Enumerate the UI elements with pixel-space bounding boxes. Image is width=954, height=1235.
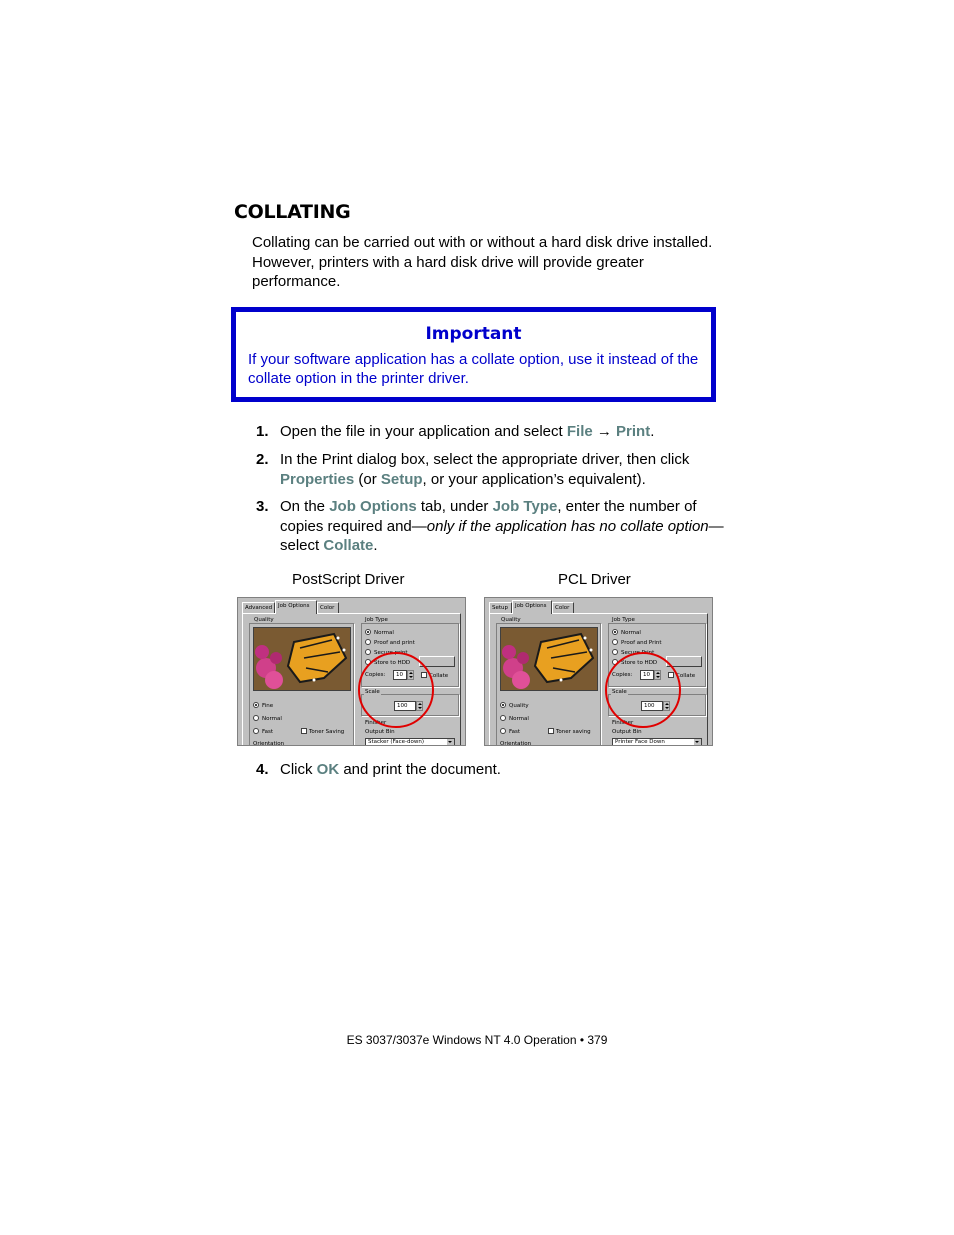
scale-label: Scale [612, 689, 627, 695]
chevron-down-icon [694, 739, 701, 746]
scale-input[interactable]: 100 [394, 701, 416, 711]
step-text: Click OK and print the document. [280, 761, 501, 778]
scale-input[interactable]: 100 [641, 701, 663, 711]
output-bin-label: Output Bin [365, 729, 395, 735]
step-number: 4. [256, 761, 269, 778]
important-text: If your software application has a collate option, use it instead of the collate option in the printer driver. [248, 351, 699, 387]
keyword-job-options: Job Options [329, 498, 417, 515]
collate-checkbox[interactable]: Collate [421, 672, 448, 680]
pcl-driver-label: PCL Driver [558, 571, 631, 588]
butterfly-preview-image [253, 627, 351, 691]
toner-saving-checkbox[interactable]: Toner saving [548, 728, 591, 736]
keyword-job-type: Job Type [492, 498, 558, 515]
job-type-proof-radio[interactable]: Proof and print [365, 639, 415, 647]
postscript-dialog-screenshot [237, 597, 466, 746]
toner-saving-checkbox[interactable]: Toner Saving [301, 728, 344, 736]
quality-fast-radio[interactable]: Fast [500, 728, 520, 736]
postscript-driver-label: PostScript Driver [292, 571, 405, 588]
keyword-print: Print [616, 423, 651, 440]
job-type-secure-radio[interactable]: Secure Print [612, 649, 654, 657]
highlight-circle [358, 652, 434, 728]
important-callout [231, 307, 716, 402]
step-text: Open the file in your application and select File → Print. [280, 423, 655, 440]
orientation-label: Orientation [500, 741, 532, 746]
quality-fast-radio[interactable]: Fast [253, 728, 273, 736]
job-type-store-hdd-radio[interactable]: Store to HDD [612, 659, 657, 667]
output-bin-select[interactable]: Stacker (Face-down) [365, 738, 455, 746]
quality-normal-radio[interactable]: Normal [500, 715, 529, 723]
tab-advanced[interactable]: Advanced [242, 602, 275, 614]
output-bin-select[interactable]: Printer Face Down [612, 738, 702, 746]
keyword-ok: OK [316, 761, 340, 778]
page-heading: COLLATING [234, 201, 351, 223]
tab-job-options[interactable]: Job Options [275, 600, 317, 614]
copies-label: Copies: [365, 672, 386, 678]
quality-label: Quality [501, 617, 521, 623]
job-type-normal-radio[interactable]: Normal [612, 629, 641, 637]
job-type-proof-radio[interactable]: Proof and Print [612, 639, 662, 647]
keyword-collate: Collate [323, 537, 374, 554]
copies-label: Copies: [612, 672, 633, 678]
copies-input[interactable]: 10 [640, 670, 654, 680]
job-type-normal-radio[interactable]: Normal [365, 629, 394, 637]
tab-job-options[interactable]: Job Options [512, 600, 552, 614]
copies-input[interactable]: 10 [393, 670, 407, 680]
step-number: 2. [256, 451, 269, 468]
orientation-label: Orientation [253, 741, 285, 746]
chevron-down-icon [447, 739, 454, 746]
pcl-dialog-screenshot [484, 597, 713, 746]
page-footer: ES 3037/3037e Windows NT 4.0 Operation • 379 [346, 1033, 608, 1047]
tab-color[interactable]: Color [317, 602, 339, 614]
job-type-secure-radio[interactable]: Secure print [365, 649, 408, 657]
step-number: 3. [256, 498, 269, 515]
important-title: Important [425, 324, 522, 344]
step-text: On the Job Options tab, under Job Type, enter the number of copies required and—only if the application has no collate option—select Collate. [280, 498, 724, 554]
step-text: In the Print dialog box, select the appropriate driver, then click Properties (or Setup, or your application’s equivalent). [280, 451, 690, 488]
keyword-setup: Setup [380, 470, 423, 488]
scale-label: Scale [365, 689, 380, 695]
keyword-properties: Properties [280, 470, 355, 488]
butterfly-preview-image [500, 627, 598, 691]
quality-fine-radio[interactable]: Fine [253, 702, 273, 710]
job-type-label: Job Type [612, 617, 635, 623]
keyword-file: File [566, 423, 593, 440]
highlight-circle [605, 652, 681, 728]
collate-checkbox[interactable]: Collate [668, 672, 695, 680]
quality-normal-radio[interactable]: Normal [253, 715, 282, 723]
intro-paragraph: Collating can be carried out with or without a hard disk drive installed. However, printers with a hard disk drive will provide greater performance. [252, 234, 713, 290]
job-type-label: Job Type [365, 617, 388, 623]
quality-label: Quality [254, 617, 274, 623]
finisher-label: Finisher [365, 720, 387, 726]
output-bin-label: Output Bin [612, 729, 642, 735]
tab-color[interactable]: Color [552, 602, 574, 614]
job-type-store-hdd-radio[interactable]: Store to HDD [365, 659, 410, 667]
tab-setup[interactable]: Setup [489, 602, 512, 614]
finisher-label: Finisher [612, 720, 634, 726]
arrow-icon: → [596, 423, 612, 440]
quality-quality-radio[interactable]: Quality [500, 702, 529, 710]
step-number: 1. [256, 423, 269, 440]
